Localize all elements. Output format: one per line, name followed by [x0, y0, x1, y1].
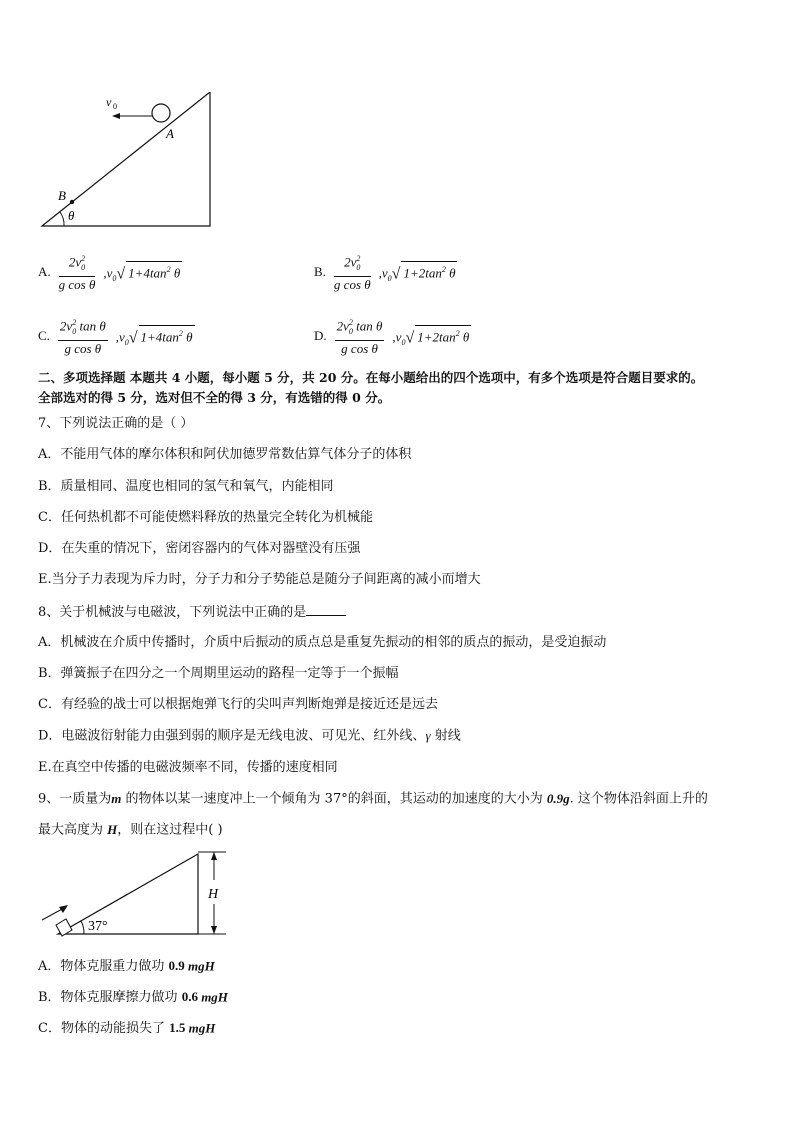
- q7-option-b[interactable]: B．质量相同、温度也相同的氢气和氧气，内能相同: [38, 479, 334, 494]
- q8-stem-row: [38, 603, 346, 622]
- q7-option-c[interactable]: C．任何热机都不可能使燃料释放的热量完全转化为机械能: [38, 510, 373, 525]
- incline-figure-1: [38, 92, 218, 232]
- answer-blank[interactable]: [306, 603, 346, 616]
- q8-option-a[interactable]: A．机械波在介质中传播时，介质中后振动的质点总是重复先振动的相邻的质点的振动，是受迫振动: [38, 635, 607, 650]
- angle-37-label: 37°: [88, 919, 108, 934]
- q7-option-e[interactable]: E.当分子力表现为斥力时，分子力和分子势能总是随分子间距离的减小而增大: [38, 572, 481, 587]
- q9-stem-line-1: 9、一质量为m 的物体以某一速度冲上一个倾角为 37°的斜面，其运动的加速度的大小为 0.9g. 这个物体沿斜面上升的: [38, 791, 708, 807]
- gamma-symbol: γ: [425, 728, 431, 743]
- point-b-label: B: [58, 188, 66, 203]
- option-label: B.: [314, 264, 326, 279]
- q9-option-c[interactable]: C．物体的动能损失了 1.5 mgH: [38, 1020, 216, 1036]
- section-2-heading: 二、多项选择题 本题共 4 小题，每小题 5 分，共 20 分。在每小题给出的四个选项中，有多个选项是符合题目要求的。: [38, 370, 704, 385]
- fraction: $\frac{2v^2_0}{\text{g cos θ}}$: [59, 251, 96, 293]
- q9-option-b[interactable]: B．物体克服摩擦力做功 0.6 mgH: [38, 989, 228, 1005]
- q7-option-d[interactable]: D．在失重的情况下，密闭容器内的气体对器壁没有压强: [38, 541, 361, 556]
- q9-option-a[interactable]: A．物体克服重力做功 0.9 mgH: [38, 958, 215, 974]
- fraction: $\frac{2v^2_0 \tan \theta}{\text{g cos θ}}$: [335, 315, 385, 357]
- mass-symbol: m: [111, 791, 122, 806]
- q9-stem-line-2: 最大高度为 H，则在这过程中( ): [38, 822, 223, 838]
- option-label: C.: [38, 328, 50, 343]
- q8-option-d: D．电磁波衍射能力由强到弱的顺序是无线电波、可见光、红外线、: [38, 728, 426, 744]
- q6-option-c[interactable]: C. $\frac{2v^2_0 \tan \theta}{\text{g cos θ}}$ $,v_0√$ $1+4\tan^2$ θ: [38, 316, 195, 356]
- point-a-label: A: [166, 126, 174, 141]
- height-h-label: H: [208, 887, 219, 902]
- option-label: A.: [38, 264, 51, 279]
- acceleration-value: 0.9g: [546, 791, 570, 806]
- q7-stem: 7、下列说法正确的是（ ）: [38, 416, 194, 431]
- q8-stem: 8、关于机械波与电磁波，下列说法中正确的是: [38, 605, 307, 620]
- q8-option-d-tail: 射线: [430, 728, 461, 744]
- velocity-label: v: [106, 95, 112, 109]
- section-2-scoring: 全部选对的得 5 分，选对但不全的得 3 分，有选错的得 0 分。: [38, 390, 391, 405]
- fraction: $\frac{2v^2_0}{\text{g cos θ}}$: [334, 251, 371, 293]
- incline-figure-2: [38, 848, 238, 940]
- q8-option-d-row[interactable]: [38, 727, 461, 746]
- q6-option-b[interactable]: B. $\frac{2v^2_0}{\text{g cos θ}}$ $,v_0√$ $1+2\tan^2$ θ: [314, 252, 457, 292]
- q8-option-e[interactable]: E.在真空中传播的电磁波频率不同，传播的速度相同: [38, 760, 338, 775]
- q8-option-c[interactable]: C．有经验的战士可以根据炮弹飞行的尖叫声判断炮弹是接近还是远去: [38, 697, 438, 712]
- q7-option-a[interactable]: A．不能用气体的摩尔体积和阿伏加德罗常数估算气体分子的体积: [38, 447, 412, 462]
- q6-option-a[interactable]: A. $\frac{2v^2_0}{\text{g cos θ}}$ $,v_0√$ $1+4\tan^2$ θ: [38, 252, 182, 292]
- fraction: $\frac{2v^2_0 \tan \theta}{\text{g cos θ}}$: [58, 315, 108, 357]
- velocity-subscript: 0: [113, 102, 117, 111]
- height-symbol: H: [107, 822, 118, 837]
- angle-theta-label: θ: [68, 208, 75, 223]
- q8-option-b[interactable]: B．弹簧振子在四分之一个周期里运动的路程一定等于一个振幅: [38, 666, 399, 681]
- option-label: D.: [314, 328, 327, 343]
- q6-option-d[interactable]: D. $\frac{2v^2_0 \tan \theta}{\text{g cos θ}}$ $,v_0√$ $1+2\tan^2$ θ: [314, 316, 471, 356]
